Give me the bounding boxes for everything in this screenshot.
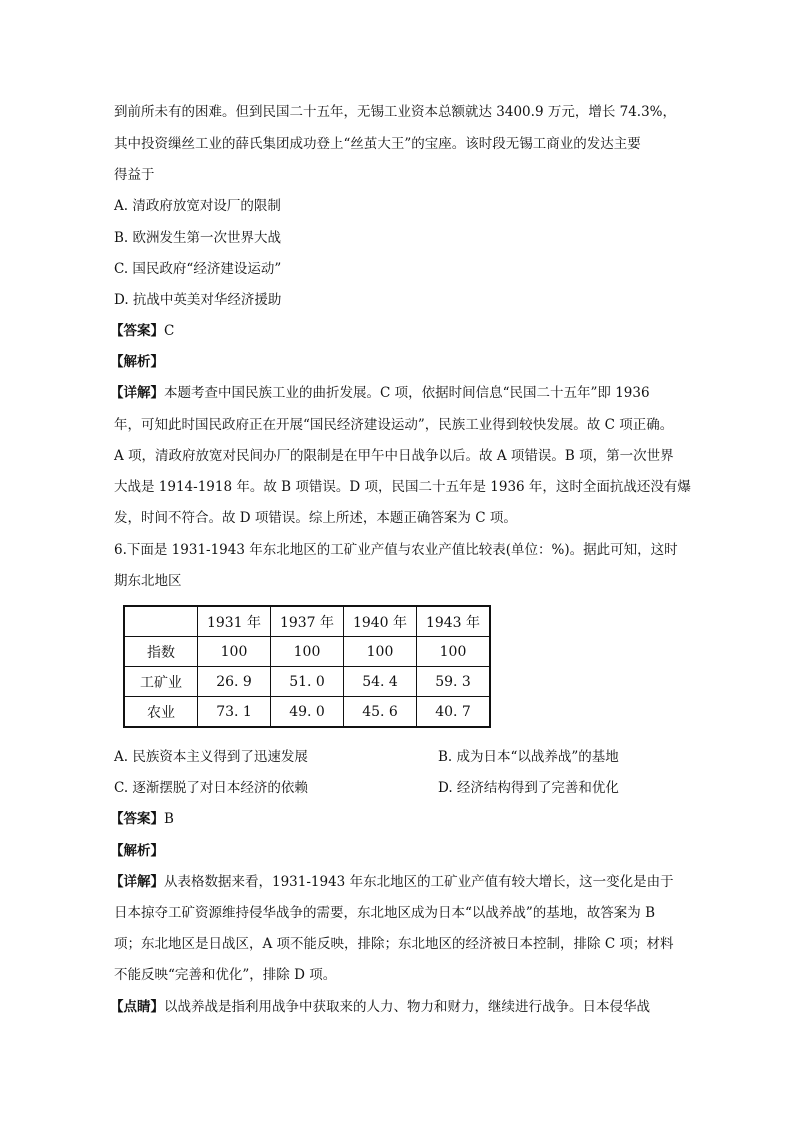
table-cell: 指数 (124, 637, 198, 667)
table-cell: 农业 (124, 697, 198, 728)
q6-detail-line-2: 日本掠夺工矿资源维持侵华战争的需要，东北地区成为日本“以战养战”的基地，故答案为 B (114, 905, 656, 921)
q6-detail-line-1 (110, 872, 674, 892)
q5-detail-line-2: 年，可知此时国民政府正在开展“国民经济建设运动”，民族工业得到较快发展。故 C 项正确。 (114, 417, 674, 433)
q5-option-d: D. 抗战中英美对华经济援助 (114, 292, 282, 308)
q5-detail-text-1: 本题考查中国民族工业的曲折发展。C 项，依据时间信息“民国二十五年”即 1936 (164, 385, 650, 401)
table-row (124, 697, 490, 728)
table-cell: 工矿业 (124, 667, 198, 697)
table-header-cell: 1943 年 (417, 606, 491, 637)
table-cell: 100 (344, 637, 417, 667)
q6-answer (110, 809, 174, 829)
table-cell: 100 (271, 637, 344, 667)
q5-detail-line-1 (110, 383, 650, 403)
table-header-row (124, 606, 490, 637)
table-cell: 73. 1 (198, 697, 271, 728)
q5-option-b: B. 欧洲发生第一次世界大战 (114, 230, 282, 246)
q5-answer-value: C (164, 323, 175, 339)
table-cell: 26. 9 (198, 667, 271, 697)
q6-note-text: 以战养战是指利用战争中获取来的人力、物力和财力，继续进行战争。日本侵华战 (164, 999, 650, 1015)
q5-detail-line-4: 大战是 1914-1918 年。故 B 项错误。D 项，民国二十五年是 1936 年，这时全面抗战还没有爆 (114, 479, 691, 495)
table-header-cell: 1931 年 (198, 606, 271, 637)
q6-option-d: D. 经济结构得到了完善和优化 (438, 780, 619, 796)
q6-option-b: B. 成为日本“以战养战”的基地 (438, 749, 619, 765)
q6-detail-line-3: 项；东北地区是日战区，A 项不能反映，排除；东北地区的经济被日本控制，排除 C 项；材料 (114, 936, 674, 952)
q6-option-a: A. 民族资本主义得到了迅速发展 (114, 749, 308, 765)
q5-detail-line-3: A 项，清政府放宽对民间办厂的限制是在甲午中日战争以后。故 A 项错误。B 项，第一次世界 (114, 448, 674, 464)
table-cell: 51. 0 (271, 667, 344, 697)
q5-stem-line-1: 到前所未有的困难。但到民国二十五年，无锡工业资本总额就达 3400.9 万元，增长 74.3%， (114, 104, 676, 120)
q6-detail-tag: 【详解】 (110, 874, 164, 890)
q6-note-line (110, 997, 650, 1017)
q6-answer-value: B (164, 811, 174, 827)
table-header-cell: 1937 年 (271, 606, 344, 637)
table-cell: 40. 7 (417, 697, 491, 728)
q6-answer-tag: 【答案】 (110, 811, 164, 827)
table-cell: 100 (198, 637, 271, 667)
q5-answer (110, 321, 174, 341)
q6-stem-line-1: 6.下面是 1931-1943 年东北地区的工矿业产值与农业产值比较表(单位：%)。据此可知，这时 (114, 542, 678, 558)
q5-stem-line-3: 得益于 (114, 167, 155, 183)
table-cell: 100 (417, 637, 491, 667)
q5-answer-tag: 【答案】 (110, 323, 164, 339)
q6-data-table-wrapper (123, 605, 491, 728)
table-header-cell: 1940 年 (344, 606, 417, 637)
table-row (124, 637, 490, 667)
q6-option-c: C. 逐渐摆脱了对日本经济的依赖 (114, 780, 308, 796)
q6-data-table (123, 605, 491, 728)
table-cell: 45. 6 (344, 697, 417, 728)
q6-analysis-tag: 【解析】 (110, 843, 164, 859)
q5-analysis-tag: 【解析】 (110, 354, 164, 370)
q6-note-tag: 【点睛】 (110, 999, 164, 1015)
q6-detail-line-4: 不能反映“完善和优化”，排除 D 项。 (114, 967, 337, 983)
table-cell: 49. 0 (271, 697, 344, 728)
table-header-cell (124, 606, 198, 637)
q5-stem-line-2: 其中投资缫丝工业的薛氏集团成功登上“丝茧大王”的宝座。该时段无锡工商业的发达主要 (114, 136, 641, 152)
table-cell: 54. 4 (344, 667, 417, 697)
q5-option-c: C. 国民政府“经济建设运动” (114, 261, 282, 277)
table-cell: 59. 3 (417, 667, 491, 697)
q6-stem-line-2: 期东北地区 (114, 573, 182, 589)
q6-detail-text-1: 从表格数据来看，1931-1943 年东北地区的工矿业产值有较大增长，这一变化是由于 (164, 874, 674, 890)
q5-option-a: A. 清政府放宽对设厂的限制 (114, 198, 281, 214)
q5-detail-tag: 【详解】 (110, 385, 164, 401)
q5-detail-line-5: 发，时间不符合。故 D 项错误。综上所述，本题正确答案为 C 项。 (114, 510, 517, 526)
table-row (124, 667, 490, 697)
